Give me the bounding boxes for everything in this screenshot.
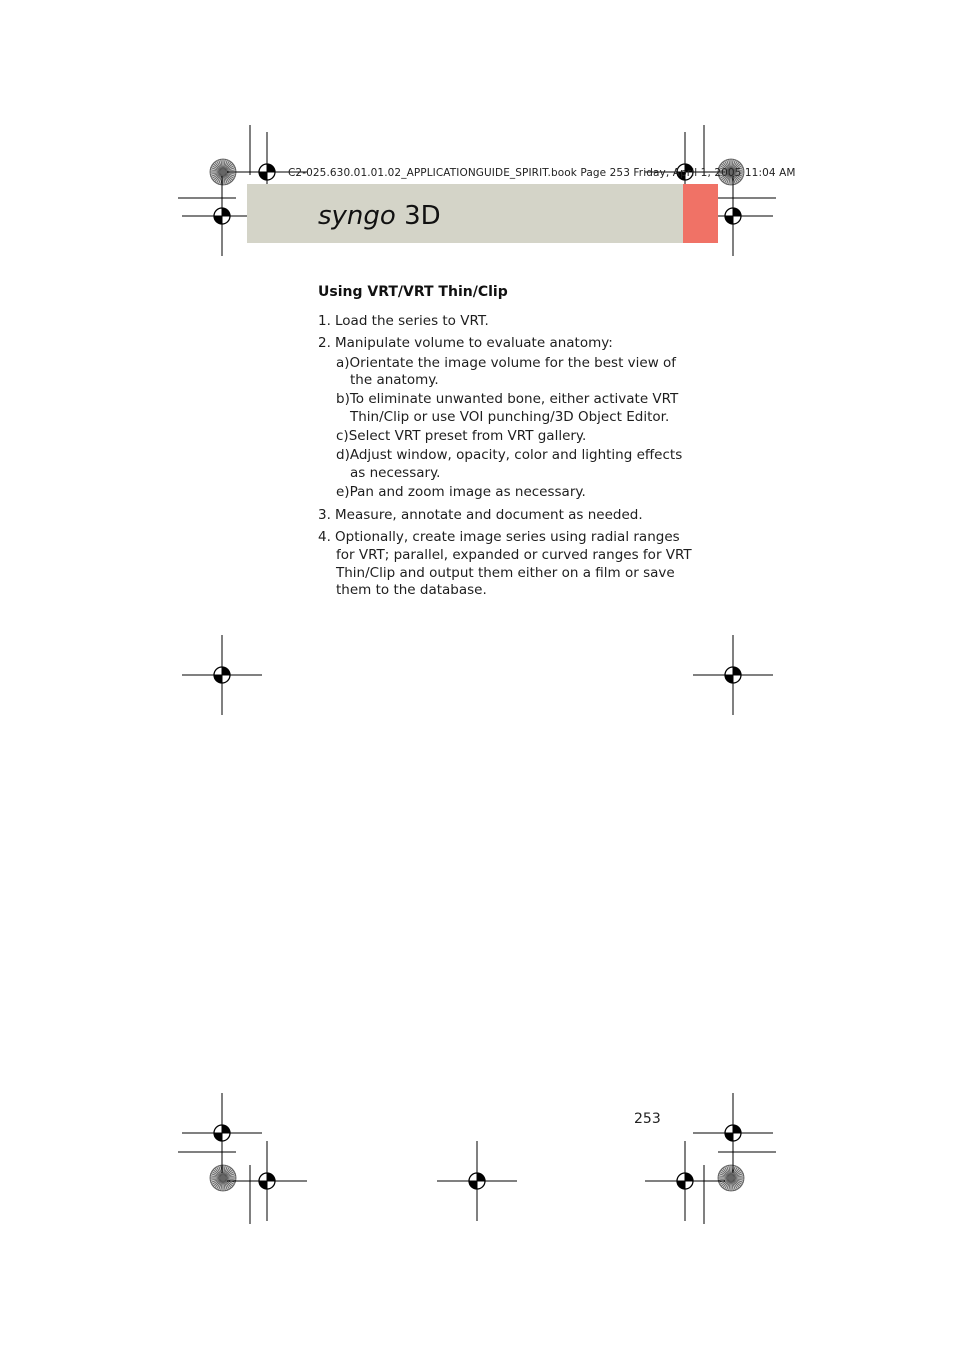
section-title-rest: 3D <box>395 201 441 231</box>
page-number: 253 <box>634 1111 661 1127</box>
step-number: 3. <box>318 507 331 523</box>
substep-text: c)Select VRT preset from VRT gallery. <box>336 428 587 444</box>
book-slug-line: C2-025.630.01.01.02_APPLICATIONGUIDE_SPIRIT.book Page 253 Friday, April 1, 2005 11:04 AM <box>288 167 796 179</box>
step-text: Measure, annotate and document as needed. <box>335 507 643 523</box>
starburst-center <box>220 1175 226 1181</box>
substep-text: the anatomy. <box>350 372 439 388</box>
step-text: Thin/Clip and output them either on a film or save <box>336 565 675 581</box>
substep-text: b)To eliminate unwanted bone, either activate VRT <box>336 391 679 407</box>
section-title <box>318 201 441 231</box>
step-text: them to the database. <box>336 582 487 598</box>
substep-text: e)Pan and zoom image as necessary. <box>336 484 586 500</box>
substep-text: d)Adjust window, opacity, color and lighting effects <box>336 447 683 463</box>
procedure-heading: Using VRT/VRT Thin/Clip <box>318 284 508 300</box>
step-text: Optionally, create image series using radial ranges <box>335 529 680 545</box>
step-number: 1. <box>318 313 331 329</box>
section-title-brand: syngo <box>318 201 396 231</box>
chapter-color-tab <box>683 184 718 243</box>
step-number: 4. <box>318 529 331 545</box>
step-text: Load the series to VRT. <box>335 313 489 329</box>
header-band <box>247 184 683 243</box>
step-text: for VRT; parallel, expanded or curved ranges for VRT <box>336 547 692 563</box>
starburst-center <box>220 169 226 175</box>
substep-text: Thin/Clip or use VOI punching/3D Object Editor. <box>350 409 670 425</box>
substep-text: a)Orientate the image volume for the best view of <box>336 355 677 371</box>
substep-text: as necessary. <box>350 465 441 481</box>
step-text: Manipulate volume to evaluate anatomy: <box>335 335 613 351</box>
starburst-center <box>728 1175 734 1181</box>
step-number: 2. <box>318 335 331 351</box>
